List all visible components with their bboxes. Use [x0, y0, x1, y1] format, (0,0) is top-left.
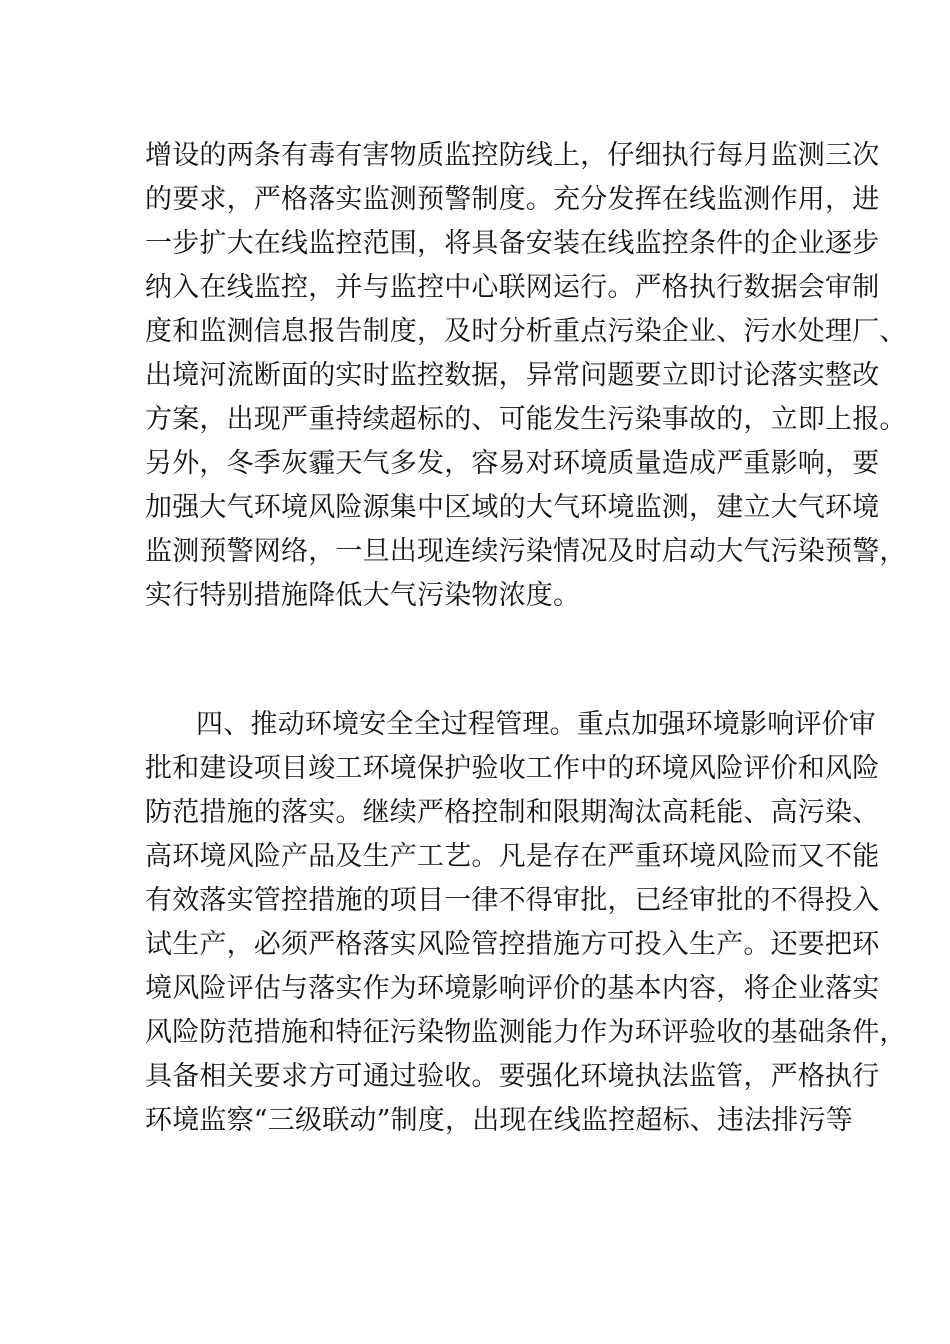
- paragraph-line: 风险防范措施和特征污染物监测能力作为环评验收的基础条件，: [145, 1017, 907, 1048]
- paragraph-line: 试生产，必须严格落实风险管控措施方可投入生产。还要把环: [145, 929, 880, 960]
- paragraph-line: 一步扩大在线监控范围，将具备安装在线监控条件的企业逐步: [145, 228, 880, 259]
- paragraph-line: 高环境风险产品及生产工艺。凡是存在严重环境风险而又不能: [145, 841, 880, 872]
- paragraph-line: 监测预警网络，一旦出现连续污染情况及时启动大气污染预警，: [145, 536, 907, 567]
- paragraph-line: 方案，出现严重持续超标的、可能发生污染事故的，立即上报。: [145, 404, 907, 435]
- paragraph-line: 纳入在线监控，并与监控中心联网运行。严格执行数据会审制: [145, 272, 880, 303]
- paragraph-line: 加强大气环境风险源集中区域的大气环境监测，建立大气环境: [145, 492, 880, 523]
- paragraph-line: 度和监测信息报告制度，及时分析重点污染企业、污水处理厂、: [145, 316, 907, 347]
- paragraph-line: 具备相关要求方可通过验收。要强化环境执法监管，严格执行: [145, 1061, 880, 1092]
- paragraph-line: 防范措施的落实。继续严格控制和限期淘汰高耗能、高污染、: [145, 797, 880, 828]
- paragraph-line: 境风险评估与落实作为环境影响评价的基本内容，将企业落实: [145, 973, 880, 1004]
- paragraph-line: 实行特别措施降低大气污染物浓度。: [145, 580, 581, 611]
- paragraph-line: 批和建设项目竣工环境保护验收工作中的环境风险评价和风险: [145, 753, 880, 784]
- paragraph-line: 增设的两条有毒有害物质监控防线上，仔细执行每月监测三次: [145, 140, 880, 171]
- paragraph-line: 另外，冬季灰霾天气多发，容易对环境质量造成严重影响，要: [145, 448, 880, 479]
- paragraph-line: 出境河流断面的实时监控数据，异常问题要立即讨论落实整改: [145, 360, 880, 391]
- paragraph-line: 四、推动环境安全全过程管理。重点加强环境影响评价审: [196, 709, 876, 740]
- paragraph-line: 有效落实管控措施的项目一律不得审批，已经审批的不得投入: [145, 885, 880, 916]
- paragraph-line: 环境监察“三级联动”制度，出现在线监控超标、违法排污等: [145, 1105, 854, 1136]
- paragraph-line: 的要求，严格落实监测预警制度。充分发挥在线监测作用，进: [145, 184, 880, 215]
